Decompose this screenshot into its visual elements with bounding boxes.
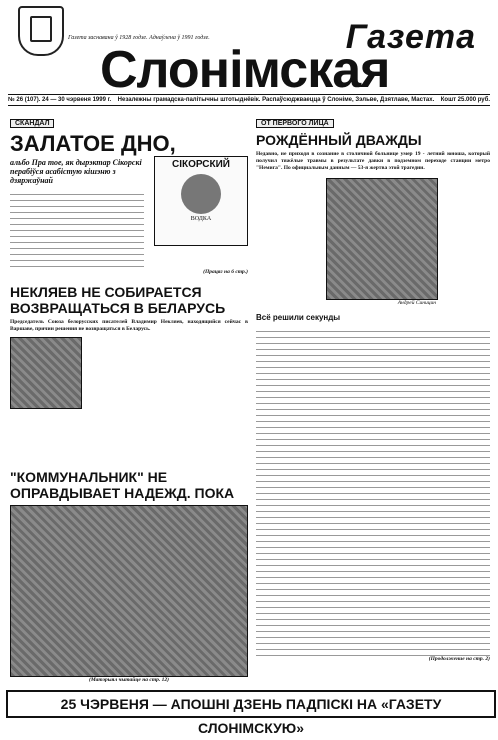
headline-zolate: ЗАЛАТОЕ ДНО, <box>10 131 176 156</box>
crest-icon <box>18 6 64 56</box>
headline-neklyaev: НЕКЛЯЕВ НЕ СОБИРАЕТСЯ ВОЗВРАЩАТЬСЯ В БЕЛАРУСЬ <box>10 284 226 316</box>
portrait-icon <box>181 174 221 214</box>
logo-label: СІКОРСКИЙ <box>171 159 230 170</box>
vodka-logo <box>154 156 248 246</box>
continue-note-right: (Продолжение на стр. 2) <box>428 656 490 662</box>
subscription-banner: 25 ЧЭРВЕНЯ — АПОШНІ ДЗЕНЬ ПАДПІСКІ НА «ГАЗЕТУ СЛОНІМСКУЮ» <box>6 690 496 718</box>
right-column <box>256 112 490 663</box>
article-body-right <box>256 326 490 656</box>
issue-number: № 26 (107). 24 — 30 чэрвеня 1999 г. <box>8 97 112 103</box>
sinitsin-photo <box>326 178 438 300</box>
masthead-title-top: Газета <box>345 18 476 56</box>
article-body <box>10 189 144 269</box>
kommunalnik-photo <box>10 505 248 677</box>
founded-note: Газета заснавана ў 1928 годзе. Аднаўлена ў 1991 годзе. <box>68 35 210 41</box>
section-tag-scandal: СКАНДАЛ <box>10 119 54 128</box>
photo-note: (Матэрыял чытайце на стр. 12) <box>89 677 169 683</box>
lead-neklyaev: Председатель Союза белорусских писателей Владимир Некляев, находящийся сейчас в Варшаве, причин решения не возвращаться в Беларусь. <box>10 319 248 332</box>
neklyaev-photo <box>10 337 82 409</box>
headline-rozhdenny: РОЖДЁННЫЙ ДВАЖДЫ <box>256 132 422 148</box>
left-column <box>10 112 248 684</box>
subheadline: альбо Пра тое, як дырэктар Сікорскі перабіўся асабістую кішэню з дзяржаўнай <box>10 158 142 185</box>
logo-caption: ВОДКА <box>190 216 212 222</box>
info-bar <box>8 94 490 106</box>
section-tag-first-person: ОТ ПЕРВОГО ЛИЦА <box>256 119 334 128</box>
continue-note: (Працяг на 6 стр.) <box>203 269 248 275</box>
lead-rozhdenny: Недавно, не приходя в сознание в столичной больнице умер 19 - летний юноша, который получил тяжёлые травмы в результате давки в подземном переходе станции метро "Немига". По официальным данным — 53-я жертва этой трагедии. <box>256 151 490 171</box>
section-heading: Всё решили секунды <box>256 313 341 322</box>
photo-caption: Андрей Синицин <box>397 300 436 306</box>
masthead <box>0 0 498 104</box>
masthead-title-main: Слонімская <box>100 41 390 99</box>
price: Кошт 25.000 руб. <box>440 97 490 103</box>
slogan: Незалежны грамадска-палітычны штотыднёвік. Распаўсюджваецца ў Слоніме, Зэльве, Дзятлаве, Мастах. <box>117 97 435 103</box>
headline-kommunalnik: "КОММУНАЛЬНИК" НЕ ОПРАВДЫВАЕТ НАДЕЖД. ПОКА <box>10 469 235 501</box>
